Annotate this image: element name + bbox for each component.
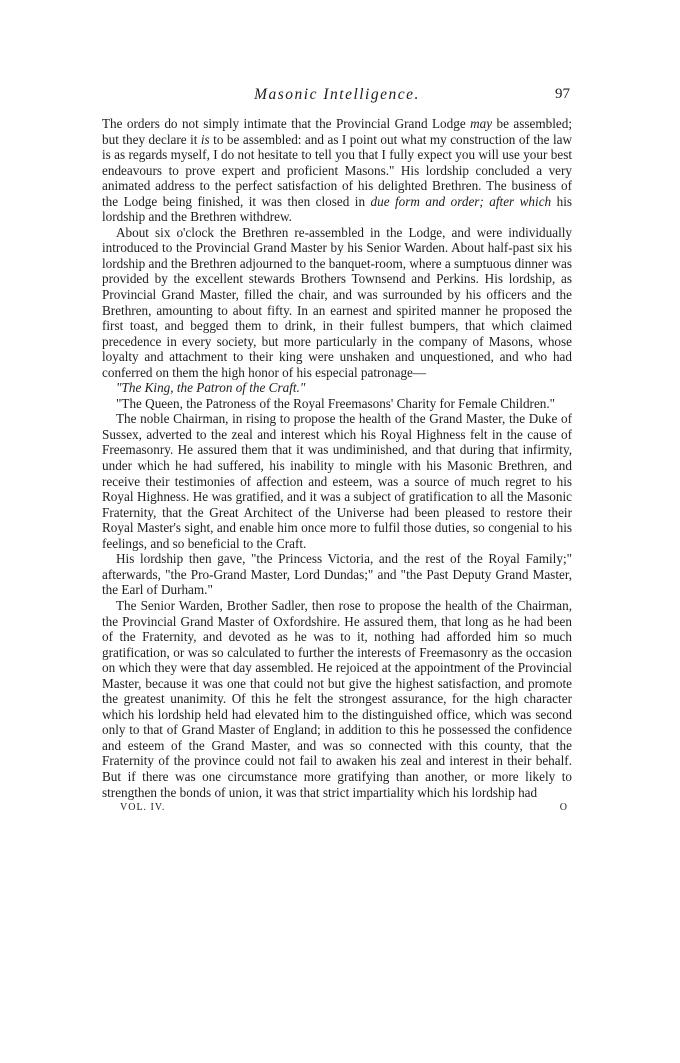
paragraph-continuation: The orders do not simply intimate that the Provincial Grand Lodge may be assembled; but they declare it is to be assembled: and as I point out what my construction of the law is as regards myself, I do not hesitate to tell you that I fully expect you will use your best endeavours to prove expert and proficient Masons." His lordship concluded a very animated address to the perfect satisfaction of his delighted Brethren. The business of the Lodge being finished, it was then closed in due form and order; after which his lordship and the Brethren withdrew. [102, 116, 573, 225]
running-title: Masonic Intelligence. [254, 86, 420, 103]
toast-king: "The King, the Patron of the Craft." [116, 380, 306, 396]
running-head [102, 86, 572, 108]
body-text [102, 116, 572, 800]
toast-queen: "The Queen, the Patroness of the Royal Freemasons' Charity for Female Children." [116, 395, 556, 411]
volume-marker: VOL. IV. [120, 802, 166, 814]
paragraph-banquet: About six o'clock the Brethren re-assembled in the Lodge, and were individually introduced to the Provincial Grand Master by his Senior Warden. About half-past six his lordship and the Brethren adjourned to the banquet-room, where a sumptuous dinner was provided by the excellent stewards Brothers Townsend and Perkins. His lordship, as Provincial Grand Master, filled the chair, and was surrounded by his officers and the Brethren, amounting to about fifty. In an earnest and spirited manner he proposed the first toast, and begged them to drink, in their fullest bumpers, that which claimed precedence in every society, but more particularly in the company of Masons, whose loyalty and attachment to their king were unshaken and unquestioned, and who had conferred on them the high honor of his especial patronage— [102, 224, 572, 380]
paragraph-senior-warden: The Senior Warden, Brother Sadler, then rose to propose the health of the Chairman, the Provincial Grand Master of Oxfordshire. He assured them, that long as he had been of the Fraternity, and devoted as he was to it, nothing had afforded him so much gratification, or was so calculated to further the interests of Freemasonry as the occasion on which they were that day assembled. He rejoiced at the appointment of the Provincial Master, because it was one that could not but give the highest satisfaction, and promote the greatest unanimity. Of this he felt the strongest assurance, for the high character which his lordship held had elevated him to the distinguished office, which was second only to that of Grand Master of England; in addition to this he possessed the confidence and esteem of the Grand Master, and was so connected with this county, that the Fraternity of the province could not fail to awaken his zeal and interest in their behalf. But if there was one circumstance more gratifying than another, or more likely to strengthen the bonds of union, it was that strict impartiality which his lordship had [102, 597, 572, 800]
page-number: 97 [555, 86, 570, 102]
book-page [102, 86, 572, 818]
paragraph-grand-master: The noble Chairman, in rising to propose the health of the Grand Master, the Duke of Sussex, adverted to the zeal and interest which his Royal Highness felt in the cause of Freemasonry. He assured them that it was undiminished, and that during that infirmity, under which he had suffered, his inability to mingle with his Masonic Brethren, and receive their testimonies of affection and esteem, was a source of much regret to his Royal Highness. He was gratified, and it was a subject of gratification to all the Masonic Fraternity, that the Great Architect of the Universe had been pleased to restore their Royal Master's sight, and enable him once more to fulfil those duties, so congenial to his feelings, and so beneficial to the Craft. [102, 411, 572, 551]
signature-mark: O [559, 802, 568, 814]
paragraph-toasts: His lordship then gave, "the Princess Victoria, and the rest of the Royal Family;" afterwards, "the Pro-Grand Master, Lord Dundas;" and "the Past Deputy Grand Master, the Earl of Durham." [102, 551, 572, 598]
page-footer [102, 802, 572, 818]
